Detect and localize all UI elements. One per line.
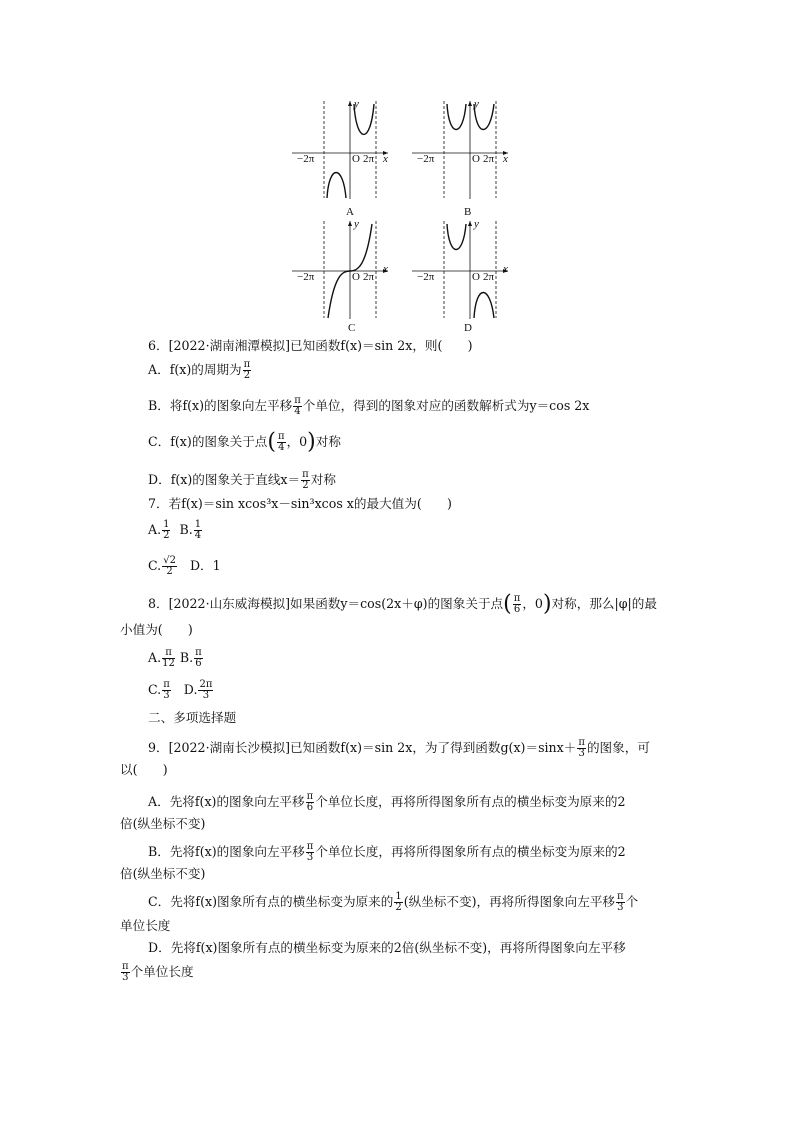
- graph-a-caption: A: [346, 206, 354, 218]
- q8-options-cd: C. $\frac{\pi}{3}$ D. $\frac{2\pi}{3}$: [148, 679, 213, 701]
- graph-b-left-tick: −2π: [417, 153, 435, 165]
- graph-a: [290, 96, 400, 201]
- q6-option-a: [148, 360, 252, 381]
- graph-a-left-tick: −2π: [297, 153, 315, 165]
- graph-a-right-tick: 2π: [363, 153, 375, 165]
- q7-options-ab: A. $\frac{1}{2}$ B. $\frac{1}{4}$: [148, 519, 202, 541]
- q9-option-b-line2: 倍(纵坐标不变): [120, 866, 206, 881]
- graph-d-y-label: y: [474, 218, 479, 230]
- q6-option-c: C．f(x)的图象关于点( $\frac{\pi}{4}$ ，0)对称: [148, 429, 341, 455]
- q7-options-cd: C. $\frac{√2}{2}$ D．1: [148, 555, 221, 577]
- graph-c-left-tick: −2π: [297, 271, 315, 283]
- graph-b-x-label: x: [503, 153, 508, 165]
- graph-a-origin: O: [352, 153, 360, 165]
- q9-option-a-line2: 倍(纵坐标不变): [120, 816, 206, 831]
- q8-stem-line1: 8．[2022·山东威海模拟]如果函数y＝cos(2x＋φ)的图象关于点( $\frac{\pi}{6}$ ，0)对称，那么|φ|的最: [148, 591, 657, 617]
- q8-stem-line2: 小值为( ): [120, 622, 193, 637]
- graph-c-x-label: x: [383, 263, 388, 275]
- graph-c-y-label: y: [354, 218, 359, 230]
- graph-c-origin: O: [352, 271, 360, 283]
- graph-c-right-tick: 2π: [363, 271, 375, 283]
- q6-option-b: B．将f(x)的图象向左平移 $\frac{\pi}{4}$ 个单位，得到的图象对应的函数解析式为y＝cos 2x: [148, 395, 590, 417]
- q9-option-d-line2: $\frac{\pi}{3}$ 个单位长度: [122, 961, 194, 983]
- graph-b-origin: O: [472, 153, 480, 165]
- q7-stem: 7．若f(x)＝sin xcos³x－sin³xcos x的最大值为( ): [148, 496, 452, 511]
- section-heading: 二、多项选择题: [148, 710, 237, 725]
- function-graphs: [290, 96, 520, 336]
- q6-option-d: D．f(x)的图象关于直线x＝ $\frac{\pi}{2}$ 对称: [148, 469, 336, 491]
- graph-d-caption: D: [464, 322, 472, 334]
- q9-option-c-line1: C．先将f(x)图象所有点的横坐标变为原来的 $\frac{1}{2}$ (纵坐标不变)，再将所得图象向左平移 $\frac{\pi}{3}$ 个: [148, 891, 639, 913]
- graph-d-right-tick: 2π: [483, 271, 495, 283]
- q9-stem-line1: 9．[2022·湖南长沙模拟]已知函数f(x)＝sin 2x，为了得到函数g(x)＝sinx＋ $\frac{\pi}{3}$ 的图象，可: [148, 737, 650, 759]
- graph-b-y-label: y: [474, 98, 479, 110]
- graph-c-caption: C: [348, 322, 356, 334]
- q6-a-text: A．f(x)的周期为: [148, 362, 242, 377]
- graph-a-x-label: x: [383, 153, 388, 165]
- q9-option-c-line2: 单位长度: [120, 918, 171, 933]
- q6-a-frac: $\frac{\pi}{2}$: [243, 359, 251, 381]
- graph-b-caption: B: [464, 206, 472, 218]
- q9-option-b-line1: B．先将f(x)的图象向左平移 $\frac{\pi}{3}$ 个单位长度，再将所得图象所有点的横坐标变为原来的2: [148, 841, 626, 863]
- q8-options-ab: A. $\frac{\pi}{12}$ B. $\frac{\pi}{6}$: [148, 647, 202, 669]
- graph-a-y-label: y: [354, 98, 359, 110]
- graph-d-x-label: x: [503, 263, 508, 275]
- graph-b: [410, 96, 520, 201]
- graph-b-right-tick: 2π: [483, 153, 495, 165]
- graph-d-left-tick: −2π: [417, 271, 435, 283]
- q9-option-a-line1: A．先将f(x)的图象向左平移 $\frac{\pi}{6}$ 个单位长度，再将所得图象所有点的横坐标变为原来的2: [148, 791, 626, 813]
- q6-stem: 6．[2022·湖南湘潭模拟]已知函数f(x)＝sin 2x，则( ): [148, 338, 473, 353]
- q9-option-d-line1: D．先将f(x)图象所有点的横坐标变为原来的2倍(纵坐标不变)，再将所得图象向左平移: [148, 940, 626, 955]
- graph-d-origin: O: [472, 271, 480, 283]
- q9-stem-line2: 以( ): [120, 762, 168, 777]
